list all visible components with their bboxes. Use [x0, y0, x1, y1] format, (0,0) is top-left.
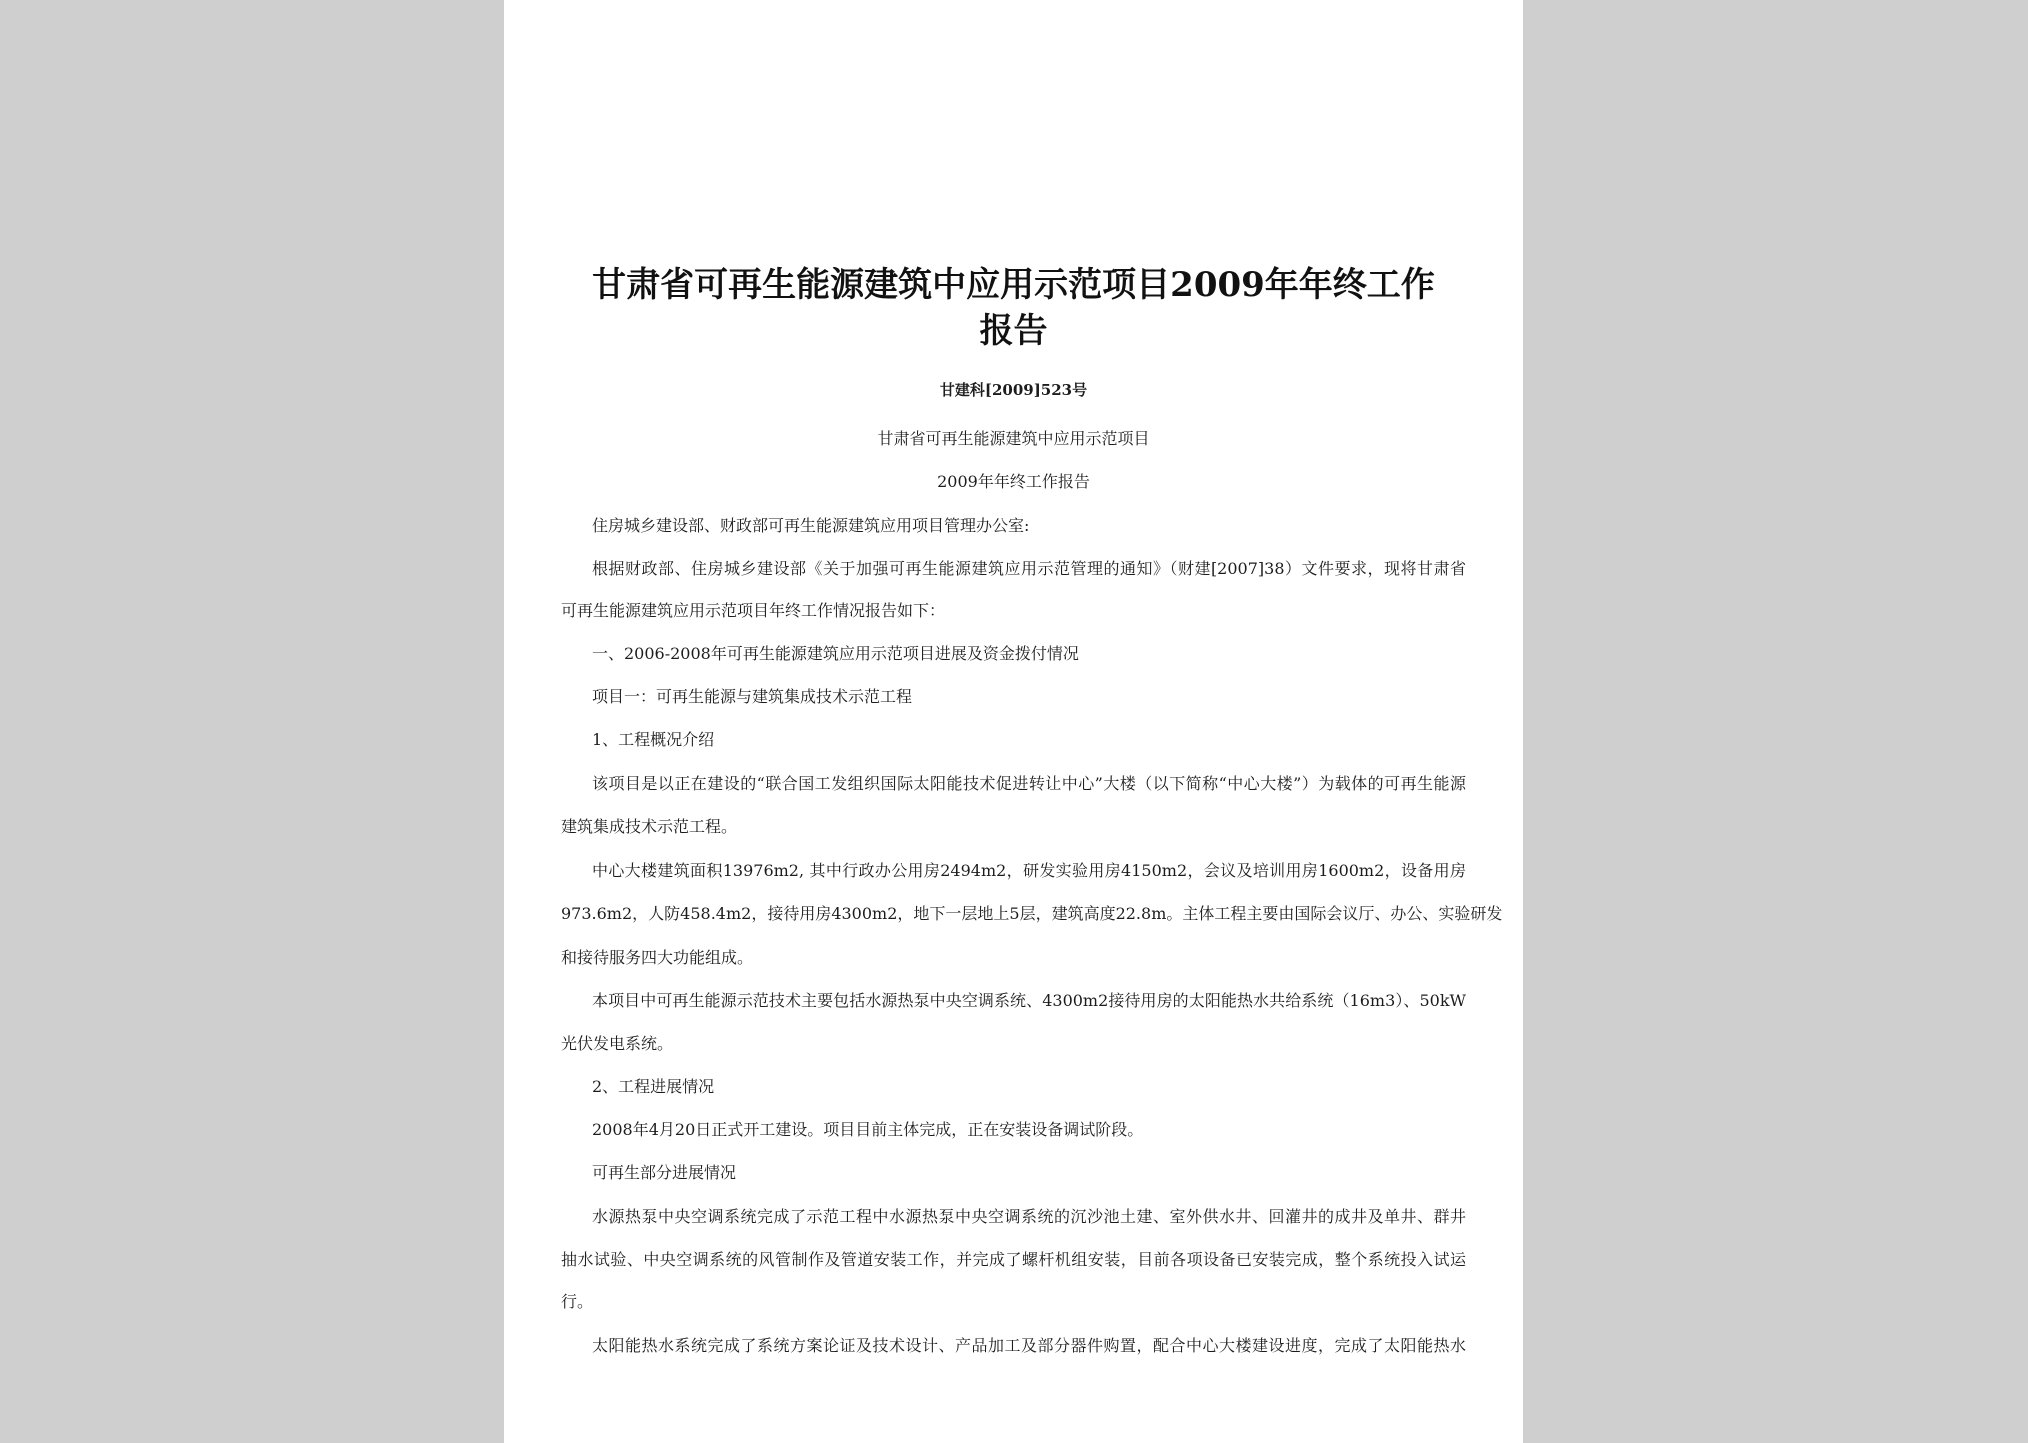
paragraph-line: 行。 — [561, 1292, 594, 1311]
paragraph-line: 太阳能热水系统完成了系统方案论证及技术设计、产品加工及部分器件购置，配合中心大楼建设进度，完成了太阳能热水 — [592, 1336, 1466, 1355]
subtitle-line-2: 2009年年终工作报告 — [937, 472, 1090, 491]
paragraph-line: 光伏发电系统。 — [561, 1034, 674, 1053]
paragraph-line: 水源热泵中央空调系统完成了示范工程中水源热泵中央空调系统的沉沙池土建、室外供水井、回灌井的成井及单井、群井 — [592, 1207, 1466, 1226]
paragraph-line: 和接待服务四大功能组成。 — [561, 948, 754, 967]
paragraph-line: 中心大楼建筑面积13976m2, 其中行政办公用房2494m2，研发实验用房4150m2，会议及培训用房1600m2，设备用房 — [592, 861, 1466, 880]
paragraph-line: 该项目是以正在建设的“联合国工发组织国际太阳能技术促进转让中心”大楼（以下简称“中心大楼”）为载体的可再生能源 — [592, 774, 1466, 793]
paragraph-line: 2008年4月20日正式开工建设。项目目前主体完成，正在安装设备调试阶段。 — [592, 1120, 1144, 1139]
paragraph-line: 抽水试验、中央空调系统的风管制作及管道安装工作，并完成了螺杆机组安装，目前各项设备已安装完成，整个系统投入试运 — [561, 1250, 1466, 1269]
document-page — [504, 0, 1523, 1443]
paragraph-line: 建筑集成技术示范工程。 — [561, 817, 738, 836]
paragraph-line: 973.6m2，人防458.4m2，接待用房4300m2，地下一层地上5层，建筑高度22.8m。主体工程主要由国际会议厅、办公、实验研发 — [561, 904, 1503, 923]
subtitle-line-1: 甘肃省可再生能源建筑中应用示范项目 — [877, 429, 1150, 448]
paragraph-line: 可再生能源建筑应用示范项目年终工作情况报告如下： — [561, 601, 946, 620]
section-heading: 一、2006-2008年可再生能源建筑应用示范项目进展及资金拨付情况 — [592, 644, 1079, 663]
document-title-line-2: 报告 — [979, 311, 1048, 351]
paragraph-line: 本项目中可再生能源示范技术主要包括水源热泵中央空调系统、4300m2接待用房的太阳能热水共给系统（16m3）、50kW — [592, 991, 1466, 1010]
section-heading: 可再生部分进展情况 — [592, 1163, 737, 1182]
section-heading: 2、工程进展情况 — [592, 1077, 715, 1096]
section-heading: 项目一：可再生能源与建筑集成技术示范工程 — [592, 687, 913, 706]
document-number: 甘建科[2009]523号 — [939, 381, 1088, 399]
paragraph-line: 住房城乡建设部、财政部可再生能源建筑应用项目管理办公室: — [592, 516, 1030, 535]
paragraph-line: 根据财政部、住房城乡建设部《关于加强可再生能源建筑应用示范管理的通知》（财建[2007]38）文件要求，现将甘肃省 — [592, 559, 1466, 578]
section-heading: 1、工程概况介绍 — [592, 730, 715, 749]
document-title-line-1: 甘肃省可再生能源建筑中应用示范项目2009年年终工作 — [592, 265, 1435, 305]
